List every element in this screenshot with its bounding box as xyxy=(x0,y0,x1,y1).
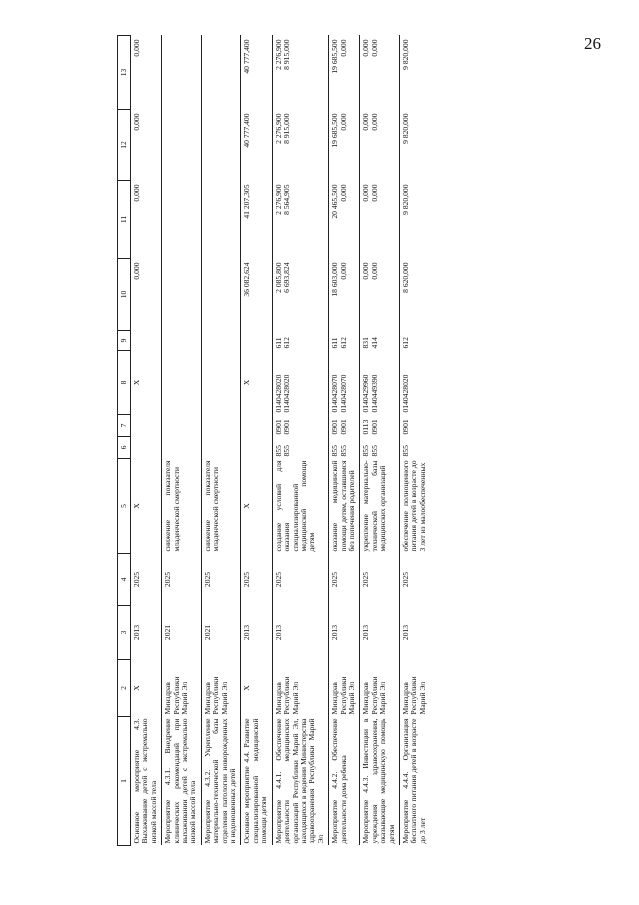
cell-value: 20 465,500 xyxy=(330,184,340,219)
cell-c8 xyxy=(272,351,328,415)
cell-c6 xyxy=(360,437,400,459)
cell-value: 855 xyxy=(369,445,379,457)
cell-c3: 2013 xyxy=(272,606,328,660)
cell-c1: Мероприятие 4.4.2. Обеспечение деятельности дома ребенка xyxy=(329,717,360,846)
cell-c9 xyxy=(272,331,328,351)
cell-c12 xyxy=(162,110,202,181)
cell-value: 8 620,000 xyxy=(400,262,410,293)
cell-value: 0140428020 xyxy=(282,374,292,413)
cell-c4: 2025 xyxy=(241,554,272,606)
header-cell: 1 xyxy=(118,717,131,846)
table-row xyxy=(241,36,272,846)
header-cell: 5 xyxy=(118,459,131,554)
cell-value: 612 xyxy=(282,337,292,349)
table-row xyxy=(360,36,400,846)
cell-c3: 2013 xyxy=(131,606,162,660)
cell-c3: 2013 xyxy=(241,606,272,660)
cell-c5: X xyxy=(241,459,272,554)
cell-value: X xyxy=(132,379,141,386)
page-number: 26 xyxy=(584,34,601,53)
cell-c2: X xyxy=(131,660,162,717)
cell-value: 0,000 xyxy=(338,113,348,131)
cell-c9 xyxy=(399,331,430,351)
cell-value: 9 820,000 xyxy=(400,113,410,144)
cell-value: 18 603,000 xyxy=(330,262,340,297)
cell-c5: снижение показателя младенческой смертности xyxy=(201,459,241,554)
cell-value: 855 xyxy=(330,445,340,457)
cell-c12 xyxy=(131,110,162,181)
cell-c3: 2021 xyxy=(162,606,202,660)
cell-value: 19 685,500 xyxy=(330,39,340,74)
table-row xyxy=(329,36,360,846)
cell-value: 0140428070 xyxy=(338,374,348,413)
cell-c5: оказание медицинской помощи детям, оставшимся без попечения родителей xyxy=(329,459,360,554)
cell-c10 xyxy=(329,259,360,331)
cell-value: 40 777,400 xyxy=(242,39,252,74)
cell-value: 0,000 xyxy=(361,262,371,280)
cell-c4: 2025 xyxy=(329,554,360,606)
cell-c8 xyxy=(399,351,430,415)
cell-c6 xyxy=(131,437,162,459)
cell-c6 xyxy=(329,437,360,459)
cell-c5: снижение показателя младенческой смертности xyxy=(162,459,202,554)
cell-c12 xyxy=(201,110,241,181)
cell-value: 0113 xyxy=(361,419,371,435)
cell-c2: Минздрав Республики Марий Эл xyxy=(272,660,328,717)
cell-c6 xyxy=(241,437,272,459)
cell-c1: Основное мероприятие 4.4. Развитие специализированной медицинской помощи детям xyxy=(241,717,272,846)
cell-c11 xyxy=(131,181,162,259)
cell-value: 0,000 xyxy=(361,39,371,57)
cell-c13 xyxy=(272,36,328,110)
cell-c1: Мероприятие 4.3.2. Укрепление материально-технической базы отделения патологии новорожденных и недоношенных детей xyxy=(201,717,241,846)
cell-c10 xyxy=(272,259,328,331)
cell-c2: Минздрав Республики Марий Эл xyxy=(360,660,400,717)
cell-value: 2 276,900 xyxy=(273,39,283,70)
cell-value: 6 693,824 xyxy=(282,262,292,293)
cell-c11 xyxy=(162,181,202,259)
cell-value: 0901 xyxy=(330,419,340,435)
table-row xyxy=(201,36,241,846)
cell-c3: 2013 xyxy=(329,606,360,660)
rotated-table-container xyxy=(117,36,595,846)
cell-c1: Мероприятие 4.3.1. Внедрение клинических рекомендаций при выхаживании детей с экстремально низкой массой тела xyxy=(162,717,202,846)
header-cell: 9 xyxy=(118,331,131,351)
cell-c4: 2025 xyxy=(272,554,328,606)
cell-c2: Минздрав Республики Марий Эл xyxy=(329,660,360,717)
cell-c13 xyxy=(360,36,400,110)
cell-value: 0140428020 xyxy=(400,374,410,413)
cell-c10 xyxy=(131,259,162,331)
cell-c7 xyxy=(360,415,400,437)
cell-c12 xyxy=(360,110,400,181)
header-cell: 8 xyxy=(118,351,131,415)
header-cell: 10 xyxy=(118,259,131,331)
cell-c5: создание условий для оказания специализированной медицинской помощи детям xyxy=(272,459,328,554)
cell-value: 2 276,900 xyxy=(273,113,283,144)
cell-value: 612 xyxy=(400,337,410,349)
cell-value: 9 820,000 xyxy=(400,39,410,70)
cell-value: 9 820,000 xyxy=(400,184,410,215)
cell-c11 xyxy=(272,181,328,259)
cell-c7 xyxy=(162,415,202,437)
cell-value: 2 085,800 xyxy=(273,262,283,293)
cell-value: 8 564,905 xyxy=(282,184,292,215)
cell-c6 xyxy=(201,437,241,459)
cell-c4: 2025 xyxy=(400,571,410,588)
header-cell: 3 xyxy=(118,606,131,660)
cell-c9 xyxy=(329,331,360,351)
cell-value: 855 xyxy=(400,445,410,457)
header-cell: 13 xyxy=(118,36,131,110)
cell-c13 xyxy=(241,36,272,110)
cell-c8 xyxy=(360,351,400,415)
cell-c4: 2025 xyxy=(162,554,202,606)
cell-value: 0140428070 xyxy=(330,374,340,413)
cell-c11 xyxy=(201,181,241,259)
cell-c10 xyxy=(241,259,272,331)
cell-value: 855 xyxy=(361,445,371,457)
cell-c13 xyxy=(131,36,162,110)
cell-value: X xyxy=(242,379,252,386)
cell-c1: Основное мероприятие 4.3. Выхаживание детей с экстремально низкой массой тела xyxy=(131,717,162,846)
cell-c8 xyxy=(201,351,241,415)
cell-c13 xyxy=(399,36,430,110)
cell-value: 41 207,305 xyxy=(242,184,252,219)
header-row xyxy=(118,36,131,846)
table-row xyxy=(272,36,328,846)
header-cell: 6 xyxy=(118,437,131,459)
cell-c12 xyxy=(329,110,360,181)
cell-value: 0901 xyxy=(369,419,379,435)
cell-c9 xyxy=(131,331,162,351)
cell-c6 xyxy=(162,437,202,459)
cell-c2: Минздрав Республики Марий Эл xyxy=(201,660,241,717)
cell-c7 xyxy=(399,415,430,437)
cell-c6 xyxy=(272,437,328,459)
cell-c10 xyxy=(201,259,241,331)
cell-c1: Мероприятие 4.4.1. Обеспечение деятельности медицинских организаций Республики Марий Эл, находящихся в ведении Министерства здравоохранения Республики Марий Эл xyxy=(272,717,328,846)
cell-c7 xyxy=(272,415,328,437)
cell-value: 0901 xyxy=(273,419,283,435)
header-cell: 2 xyxy=(118,660,131,717)
budget-table xyxy=(117,35,430,846)
cell-value: 855 xyxy=(282,445,292,457)
cell-c13 xyxy=(201,36,241,110)
cell-value: 414 xyxy=(369,337,379,349)
table-row xyxy=(131,36,162,846)
header-cell: 7 xyxy=(118,415,131,437)
cell-c8 xyxy=(329,351,360,415)
cell-value: 611 xyxy=(273,337,283,349)
cell-c5: X xyxy=(131,459,162,554)
cell-c13 xyxy=(329,36,360,110)
cell-c6 xyxy=(399,437,430,459)
cell-c11 xyxy=(329,181,360,259)
cell-value: 19 685,500 xyxy=(330,113,340,148)
cell-value: 0,000 xyxy=(132,262,141,280)
cell-value: 611 xyxy=(330,337,340,349)
cell-value: 0,000 xyxy=(369,262,379,280)
cell-c13 xyxy=(162,36,202,110)
cell-value: 0,000 xyxy=(338,39,348,57)
cell-c5: укрепление материально-технической базы медицинских организаций xyxy=(360,459,400,554)
cell-value: 612 xyxy=(338,337,348,349)
cell-value: 0,000 xyxy=(369,39,379,57)
cell-value: 0,000 xyxy=(338,262,348,280)
cell-c9 xyxy=(360,331,400,351)
cell-c8 xyxy=(131,351,162,415)
cell-c1: Мероприятие 4.4.4. Организация бесплатного питания детей в возрасте до 3 лет xyxy=(400,718,427,844)
cell-c2: Минздрав Республики Марий Эл xyxy=(400,676,427,715)
cell-value: 0140429960 xyxy=(361,374,371,413)
header-cell: 11 xyxy=(118,181,131,259)
cell-c1: Мероприятие 4.4.3. Инвестиции в учреждения здравоохранения, оказывающие медицинскую помощь детям xyxy=(360,717,400,846)
cell-c7 xyxy=(329,415,360,437)
cell-c7 xyxy=(201,415,241,437)
cell-value: 0,000 xyxy=(132,113,141,131)
cell-c2: X xyxy=(241,660,272,717)
cell-value: 0901 xyxy=(282,419,292,435)
cell-c8 xyxy=(162,351,202,415)
table-row xyxy=(399,36,430,846)
table-row xyxy=(162,36,202,846)
cell-c9 xyxy=(241,331,272,351)
cell-value: 0,000 xyxy=(369,184,379,202)
cell-c10 xyxy=(360,259,400,331)
cell-value: 2 276,900 xyxy=(273,184,283,215)
cell-c2: Минздрав Республики Марий Эл xyxy=(162,660,202,717)
cell-c5: обеспечение полноценного питания детей в возрасте до 3 лет из малообеспеченных xyxy=(400,460,427,552)
cell-c12 xyxy=(272,110,328,181)
cell-value: 0,000 xyxy=(338,184,348,202)
cell-c10 xyxy=(399,259,430,331)
cell-c12 xyxy=(399,110,430,181)
cell-value: 855 xyxy=(273,445,283,457)
header-cell: 12 xyxy=(118,110,131,181)
cell-c10 xyxy=(162,259,202,331)
cell-value: 8 915,000 xyxy=(282,39,292,70)
cell-value: 0,000 xyxy=(369,113,379,131)
cell-c4: 2025 xyxy=(201,554,241,606)
header-cell: 4 xyxy=(118,554,131,606)
cell-value: 0901 xyxy=(400,419,410,435)
cell-c11 xyxy=(241,181,272,259)
cell-value: 0,000 xyxy=(132,39,141,57)
cell-c4: 2025 xyxy=(131,554,162,606)
cell-value: 855 xyxy=(338,445,348,457)
cell-value: 0901 xyxy=(338,419,348,435)
cell-value: 0140449390 xyxy=(369,374,379,413)
cell-value: 831 xyxy=(361,337,371,349)
cell-value: 0,000 xyxy=(361,113,371,131)
cell-c3: 2013 xyxy=(400,624,410,641)
cell-c4: 2025 xyxy=(360,554,400,606)
cell-c11 xyxy=(399,181,430,259)
cell-c9 xyxy=(162,331,202,351)
cell-c12 xyxy=(241,110,272,181)
cell-value: 36 082,624 xyxy=(242,262,252,297)
cell-value: 0,000 xyxy=(361,184,371,202)
cell-value: 0140428020 xyxy=(273,374,283,413)
cell-c7 xyxy=(131,415,162,437)
cell-c11 xyxy=(360,181,400,259)
cell-c7 xyxy=(241,415,272,437)
table-body xyxy=(131,36,431,846)
cell-value: 0,000 xyxy=(132,184,141,202)
cell-c8 xyxy=(241,351,272,415)
cell-c9 xyxy=(201,331,241,351)
cell-value: 40 777,400 xyxy=(242,113,252,148)
cell-c3: 2013 xyxy=(360,606,400,660)
cell-c3: 2021 xyxy=(201,606,241,660)
cell-value: 8 915,000 xyxy=(282,113,292,144)
